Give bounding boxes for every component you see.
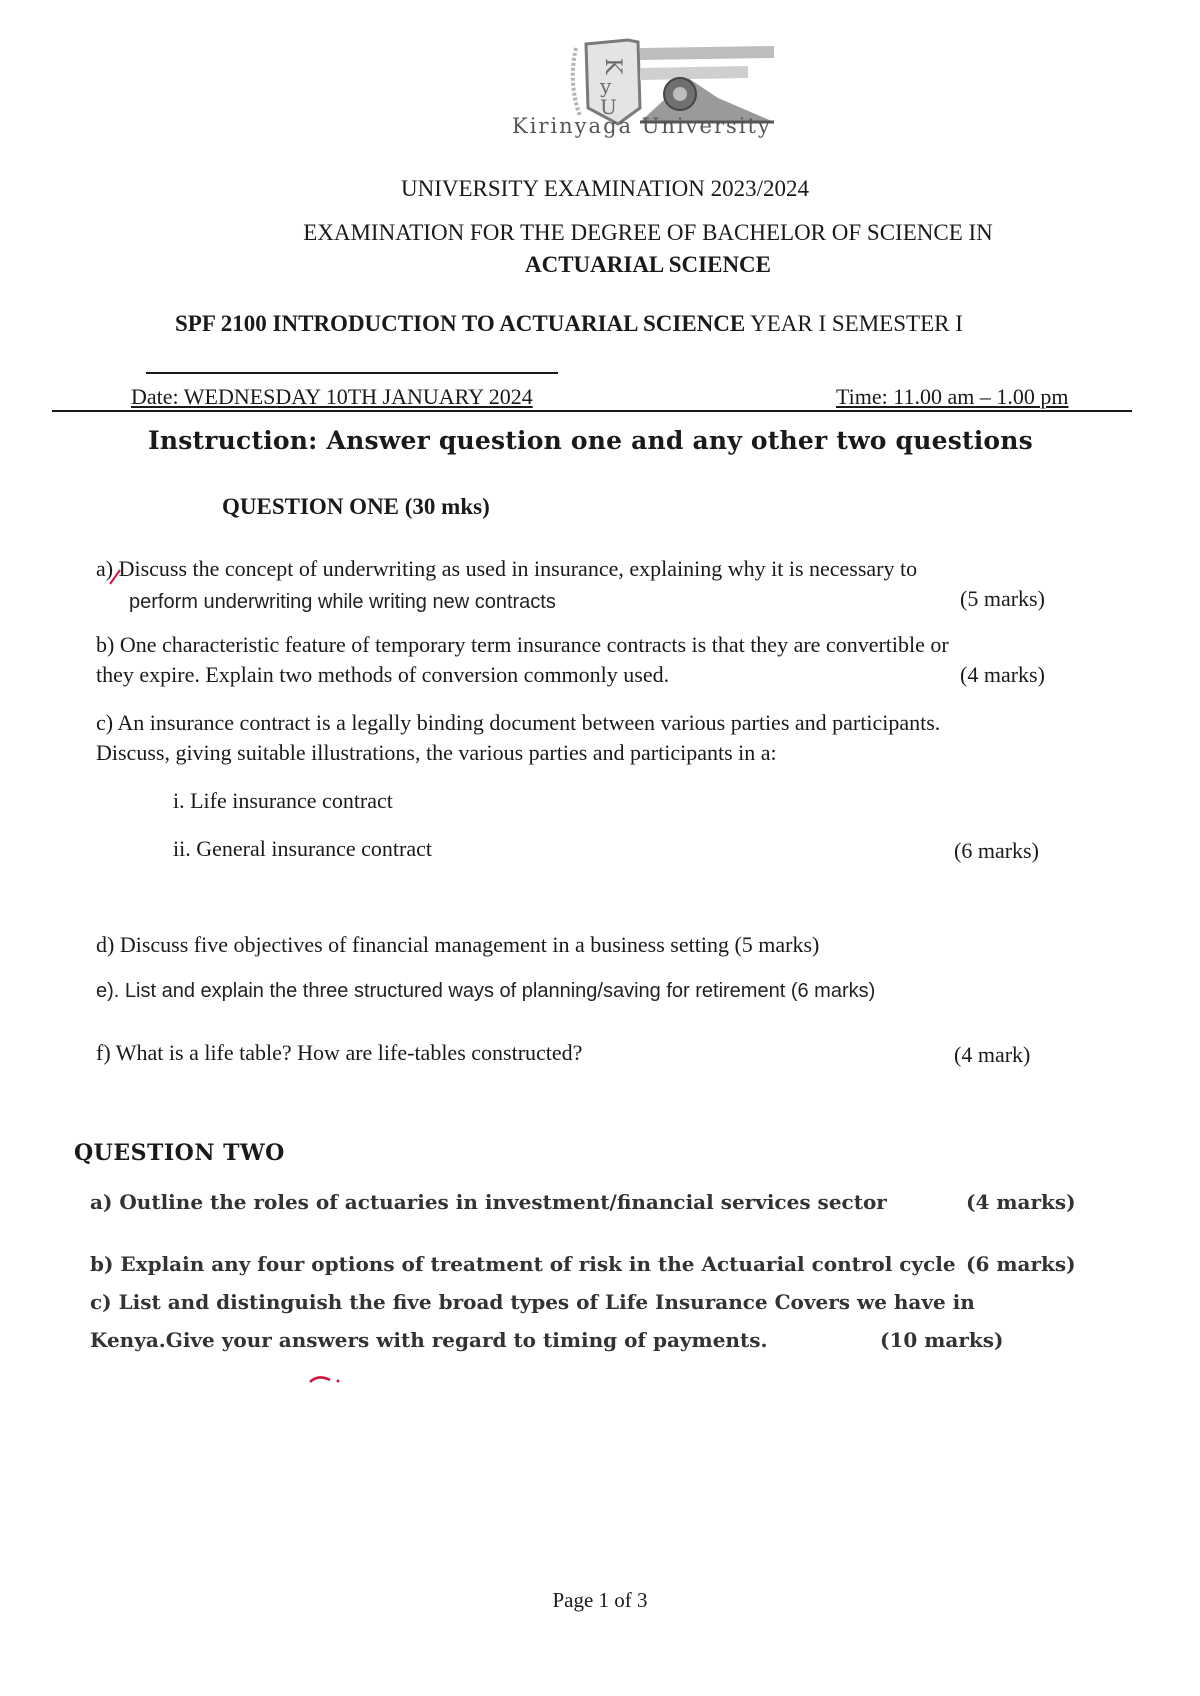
q2-a: a) Outline the roles of actuaries in investment/financial services sector	[90, 1190, 887, 1214]
q2-b-marks: (6 marks)	[966, 1252, 1076, 1276]
q2-c-line1: c) List and distinguish the five broad types of Life Insurance Covers we have in	[90, 1290, 975, 1314]
exam-title: UNIVERSITY EXAMINATION 2023/2024	[400, 176, 809, 201]
q1-e: e). List and explain the three structured ways of planning/saving for retirement (6 marks)	[96, 980, 876, 1002]
q2-b: b) Explain any four options of treatment of risk in the Actuarial control cycle	[90, 1252, 956, 1276]
course-year: YEAR I SEMESTER I	[745, 311, 963, 336]
question-one-title: QUESTION ONE (30 mks)	[222, 494, 490, 519]
svg-text:K: K	[600, 58, 625, 75]
page-number: Page 1 of 3	[552, 1588, 648, 1612]
q1-a-marks: (5 marks)	[960, 586, 1045, 611]
divider-long	[52, 410, 1132, 412]
q2-a-marks: (4 marks)	[966, 1190, 1076, 1214]
exam-time: Time: 11.00 am – 1.00 pm	[836, 384, 1069, 409]
q1-a-line1: a) Discuss the concept of underwriting as used in insurance, explaining why it is necessary to	[96, 556, 918, 581]
university-name: Kirinyaga University	[512, 114, 772, 138]
svg-text:y: y	[600, 74, 612, 98]
q1-a-line2: perform underwriting while writing new contracts	[129, 591, 556, 613]
q1-b-line2: they expire. Explain two methods of conversion commonly used.	[96, 662, 670, 687]
instruction: Instruction: Answer question one and any other two questions	[148, 426, 1033, 455]
q1-c-marks: (6 marks)	[954, 838, 1039, 863]
q1-f-marks: (4 mark)	[954, 1042, 1031, 1067]
degree-line: EXAMINATION FOR THE DEGREE OF BACHELOR OF SCIENCE IN	[303, 220, 993, 245]
q1-d: d) Discuss five objectives of financial management in a business setting (5 marks)	[96, 932, 820, 957]
q1-f: f) What is a life table? How are life-tables constructed?	[96, 1040, 583, 1065]
divider-short	[146, 372, 558, 374]
q1-b-marks: (4 marks)	[960, 662, 1045, 687]
svg-text:U: U	[600, 95, 617, 119]
question-two-title: QUESTION TWO	[74, 1140, 285, 1166]
q1-c-line2: Discuss, giving suitable illustrations, the various parties and participants in a:	[96, 740, 777, 765]
q1-c-line1: c) An insurance contract is a legally binding document between various parties and participants.	[96, 710, 941, 735]
q2-c-line2: Kenya.Give your answers with regard to timing of payments.	[90, 1328, 768, 1352]
red-pen-mark	[108, 568, 122, 586]
q1-b-line1: b) One characteristic feature of temporary term insurance contracts is that they are convertible or	[96, 632, 949, 657]
exam-date: Date: WEDNESDAY 10TH JANUARY 2024	[131, 384, 533, 409]
course-code-title: SPF 2100 INTRODUCTION TO ACTUARIAL SCIENCE	[175, 311, 746, 336]
program-name: ACTUARIAL SCIENCE	[524, 252, 772, 277]
q2-c-marks: (10 marks)	[880, 1328, 1004, 1352]
course-line	[175, 311, 963, 337]
red-pen-mark-lower	[308, 1374, 344, 1386]
q1-c-i: i. Life insurance contract	[173, 788, 393, 813]
q1-c-ii: ii. General insurance contract	[173, 836, 432, 861]
